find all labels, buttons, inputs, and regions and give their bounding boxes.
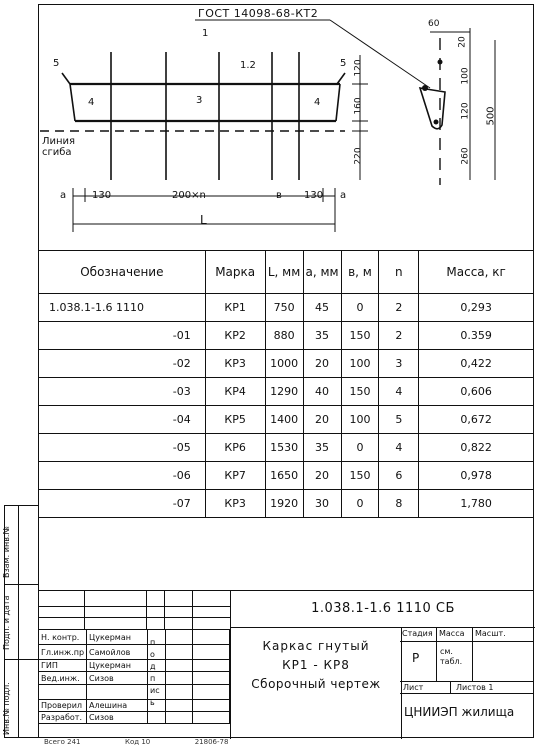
- cell-n: 6: [379, 462, 419, 490]
- cell-designation: 1.038.1-1.6 1110: [39, 294, 206, 322]
- sheets-label: Листов 1: [456, 683, 494, 692]
- cell-mass: 0,606: [419, 378, 534, 406]
- cell-b: 100: [341, 350, 379, 378]
- person-name: Алешина: [87, 700, 148, 712]
- dim-200n: 200×n: [172, 190, 206, 201]
- cell-b: 0: [341, 294, 379, 322]
- person-name: Цукерман: [87, 630, 148, 645]
- person-role: [39, 685, 87, 700]
- sheet-label: Лист: [403, 683, 424, 692]
- dim-130-right: 130: [304, 190, 324, 201]
- callout-4-left: 4: [88, 97, 95, 108]
- stamp-right-block: [400, 627, 534, 739]
- stamp-code-cell: [230, 591, 535, 628]
- cell-designation: -02: [39, 350, 206, 378]
- massa-value: см. табл.: [440, 647, 463, 666]
- detail-dim-260: 260: [460, 147, 471, 165]
- detail-dim-120: 120: [460, 102, 471, 120]
- person-role: ГИП: [39, 660, 87, 672]
- detail-dim-20: 20: [457, 36, 468, 48]
- stadia-label: Стадия: [402, 629, 433, 638]
- person-name: Самойлов: [87, 645, 148, 660]
- cell-mark: КР2: [205, 322, 265, 350]
- length-label: L: [200, 213, 207, 227]
- table-row: [39, 434, 534, 462]
- cell-b: 100: [341, 406, 379, 434]
- cell-n: 2: [379, 294, 419, 322]
- document-code: 1.038.1-1.6 1110 СБ: [311, 601, 455, 616]
- cell-b: 0: [341, 434, 379, 462]
- cell-n: 8: [379, 490, 419, 518]
- person-row: [39, 685, 230, 700]
- cell-mass: 0,978: [419, 462, 534, 490]
- header-a: а, мм: [303, 251, 341, 294]
- person-name: [87, 685, 148, 700]
- cell-l: 750: [265, 294, 303, 322]
- spec-table: [38, 250, 534, 518]
- cell-b: 0: [341, 490, 379, 518]
- cell-mark: КР7: [205, 462, 265, 490]
- cell-n: 5: [379, 406, 419, 434]
- cell-a: 40: [303, 378, 341, 406]
- vdim-220: 220: [353, 147, 364, 165]
- vdim-120: 120: [353, 59, 364, 77]
- person-row: [39, 700, 230, 712]
- cell-a: 30: [303, 490, 341, 518]
- cell-mass: 0,422: [419, 350, 534, 378]
- cell-mark: КР5: [205, 406, 265, 434]
- callout-1: 1: [202, 28, 209, 39]
- cell-mass: 0,822: [419, 434, 534, 462]
- cell-designation: -03: [39, 378, 206, 406]
- title-line-2: КР1 - КР8: [282, 658, 350, 672]
- cell-b: 150: [341, 378, 379, 406]
- person-role: Гл.инж.пр: [39, 645, 87, 660]
- person-name: Цукерман: [87, 660, 148, 672]
- header-l: L, мм: [265, 251, 303, 294]
- dim-b: в: [276, 190, 282, 201]
- cell-l: 1000: [265, 350, 303, 378]
- header-designation: Обозначение: [39, 251, 206, 294]
- person-role: Вед.инж.: [39, 672, 87, 685]
- cell-designation: -04: [39, 406, 206, 434]
- signature-label: подпись: [150, 638, 160, 707]
- cell-mark: КР1: [205, 294, 265, 322]
- cell-l: 1920: [265, 490, 303, 518]
- dim-130-left: 130: [92, 190, 112, 201]
- person-row: [39, 660, 230, 672]
- table-row: [39, 378, 534, 406]
- cell-mark: КР3: [205, 350, 265, 378]
- cell-designation: -07: [39, 490, 206, 518]
- cell-b: 150: [341, 322, 379, 350]
- table-header-row: [39, 251, 534, 294]
- cell-n: 4: [379, 378, 419, 406]
- cell-designation: -06: [39, 462, 206, 490]
- cell-mark: КР4: [205, 378, 265, 406]
- table-row: [39, 322, 534, 350]
- detail-dim-500: 500: [485, 106, 497, 126]
- detail-dim-100: 100: [460, 67, 471, 85]
- table-row: [39, 294, 534, 322]
- dim-a-left: a: [60, 190, 67, 201]
- callout-1-2: 1.2: [240, 60, 256, 71]
- cell-l: 1650: [265, 462, 303, 490]
- title-line-3: Сборочный чертеж: [251, 677, 381, 691]
- title-line-1: Каркас гнутый: [262, 639, 370, 653]
- person-role: Н. контр.: [39, 630, 87, 645]
- stadia-value: Р: [412, 651, 420, 665]
- title-block: [38, 590, 534, 739]
- callout-5-right: 5: [340, 58, 347, 69]
- cell-n: 4: [379, 434, 419, 462]
- cell-l: 1530: [265, 434, 303, 462]
- table-row: [39, 462, 534, 490]
- cell-designation: -05: [39, 434, 206, 462]
- cell-mass: 1,780: [419, 490, 534, 518]
- header-mark: Марка: [205, 251, 265, 294]
- stamp-empty-area: [38, 591, 231, 629]
- header-b: в, м: [341, 251, 379, 294]
- person-row: [39, 645, 230, 660]
- cell-a: 20: [303, 350, 341, 378]
- dim-a-right: a: [340, 190, 347, 201]
- cell-b: 150: [341, 462, 379, 490]
- person-row: [39, 672, 230, 685]
- cell-n: 3: [379, 350, 419, 378]
- callout-4-right: 4: [314, 97, 321, 108]
- cell-a: 35: [303, 434, 341, 462]
- vdim-160: 160: [353, 97, 364, 115]
- cell-a: 35: [303, 322, 341, 350]
- persons-table: [38, 629, 230, 724]
- person-row: [39, 630, 230, 645]
- side-vzam: Взам. инв.№: [2, 526, 11, 578]
- person-name: Сизов: [87, 672, 148, 685]
- table-row: [39, 490, 534, 518]
- header-n: n: [379, 251, 419, 294]
- cell-a: 20: [303, 462, 341, 490]
- masshtab-label: Масшт.: [475, 629, 506, 638]
- cell-a: 45: [303, 294, 341, 322]
- side-inv: Инв.№ подл.: [2, 682, 11, 735]
- callout-3: 3: [196, 95, 203, 106]
- table-row: [39, 406, 534, 434]
- cell-mark: КР3: [205, 490, 265, 518]
- organization-name: ЦНИИЭП жилища: [404, 705, 515, 719]
- detail-dim-60: 60: [428, 19, 440, 29]
- cell-a: 20: [303, 406, 341, 434]
- callout-5-left: 5: [53, 58, 60, 69]
- cell-mark: КР6: [205, 434, 265, 462]
- stamp-title-cell: [230, 627, 402, 739]
- header-mass: Масса, кг: [419, 251, 534, 294]
- table-row: [39, 350, 534, 378]
- person-name: Сизов: [87, 712, 148, 724]
- cell-l: 880: [265, 322, 303, 350]
- massa-label: Масса: [439, 629, 465, 638]
- cell-mass: 0,293: [419, 294, 534, 322]
- cell-designation: -01: [39, 322, 206, 350]
- bend-line-label: Линия сгиба: [42, 136, 76, 158]
- person-row: [39, 712, 230, 724]
- cell-n: 2: [379, 322, 419, 350]
- gost-label: ГОСТ 14098-68-КТ2: [198, 7, 319, 20]
- cell-l: 1400: [265, 406, 303, 434]
- person-role: Разработ.: [39, 712, 87, 724]
- footer-text: Всего 241 Код 10 21806-78: [44, 738, 229, 746]
- cell-l: 1290: [265, 378, 303, 406]
- cell-mass: 0.359: [419, 322, 534, 350]
- cell-mass: 0,672: [419, 406, 534, 434]
- side-podp: Подп. и дата: [2, 595, 11, 650]
- person-role: Проверил: [39, 700, 87, 712]
